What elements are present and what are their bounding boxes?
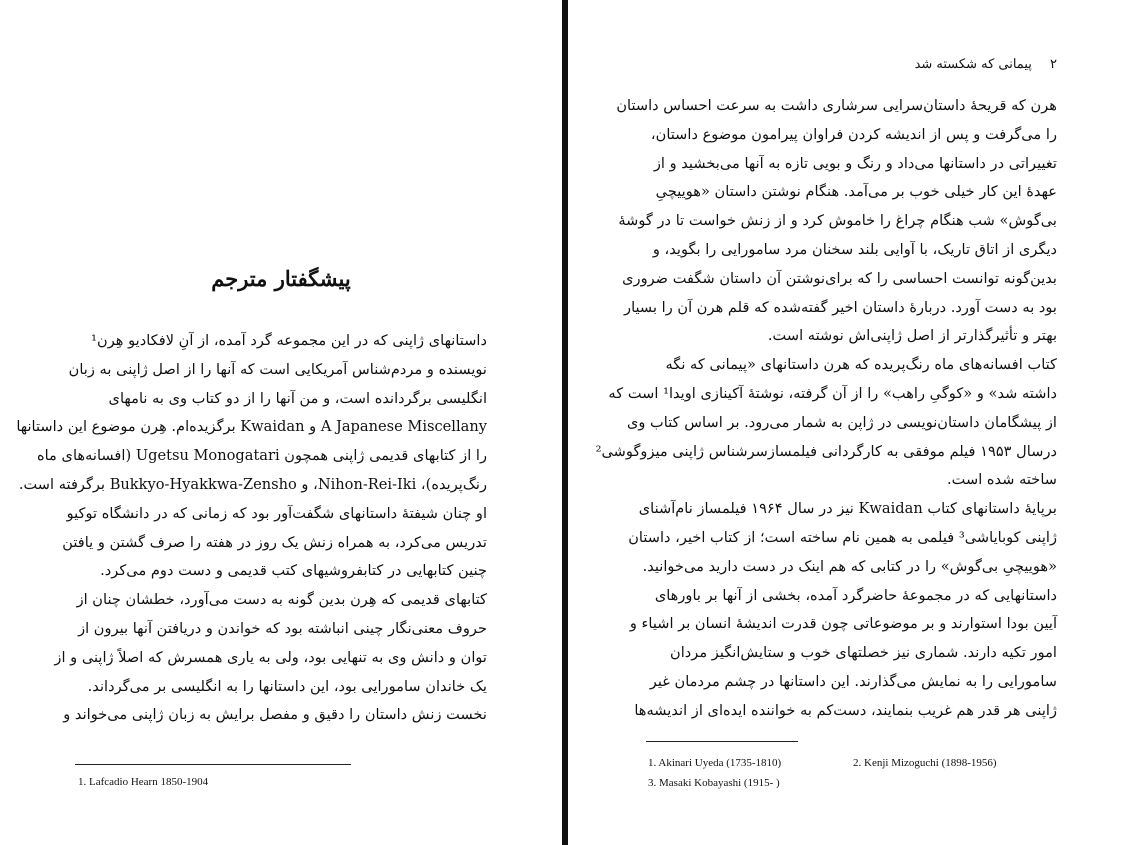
text-line: نخست زنش داستان را دقیق و مفصل برایش به زبان ژاپنی می‌خواند و bbox=[63, 706, 487, 724]
text-line: را از کتابهای قدیمی ژاپنی همچون Ugetsu Monogatari (افسانه‌های ماه bbox=[36, 447, 487, 465]
chapter-title: پیشگفتار مترجم bbox=[211, 266, 351, 291]
text-line: «هوییچیِ بی‌گوش» را در کتابی که هم اینک در دست دارید می‌خوانید. bbox=[642, 557, 1057, 575]
text-line: امور تکیه دارند. شماری نیز خصلتهای خوب و ستایش‌انگیز مردان bbox=[670, 644, 1057, 662]
text-line: کتاب افسانه‌های ماه رنگ‌پریده که هرن داستانهای «پیمانی که نگه bbox=[665, 356, 1057, 374]
footnote: 1. Lafcadio Hearn 1850-1904 bbox=[78, 776, 209, 788]
right-body-text bbox=[595, 92, 1057, 726]
text-line: چنین کتابهایی در کتابفروشیهای کتب قدیمی و دست دوم می‌کرد. bbox=[100, 562, 487, 580]
left-body-text bbox=[16, 327, 487, 730]
text-line: داستانهایی که در مجموعهٔ حاضرگرد آمده، بخشی از آنها بر باورهای bbox=[654, 586, 1057, 604]
text-line: از پیشگامان داستان‌نویسی در ژاپن به شمار می‌رود. بر اساس کتاب وی bbox=[626, 413, 1057, 431]
text-line: تغییراتی در داستانها می‌داد و رنگ و بویی تازه به آنها می‌بخشید و از bbox=[653, 154, 1057, 172]
footnote: 2. Kenji Mizoguchi (1898-1956) bbox=[853, 757, 997, 769]
text-line: کتابهای قدیمی که هِرن بدین گونه به دست می‌آورد، خطشان چنان از bbox=[76, 591, 487, 609]
text-line: A Japanese Miscellany و Kwaidan برگزیده‌ام. هِرن موضوع این داستانها bbox=[16, 418, 487, 436]
text-line: دیگری از اتاق تاریک، با آوایی بلند سخنان مرد سامورایی را بگوید، و bbox=[652, 240, 1057, 258]
text-line: داشته شد» و «کوگیِ راهب» را از آن گرفته، نوشتهٔ آکینازی اویدا¹ است که bbox=[608, 384, 1057, 402]
text-line: تدریس می‌کرد، به همراه زنش یک روز در هفته را صرف گشتن و یافتن bbox=[62, 533, 487, 551]
text-line: بهتر و تأثیرگذارتر از اصل ژاپنی‌اش نوشته است. bbox=[767, 327, 1057, 345]
text-line: بود به دست آورد. دربارهٔ داستان اخیر گفته‌شده که قلم هرن آن را بسیار bbox=[624, 298, 1057, 316]
text-line: داستانهای ژاپنی که در این مجموعه گرد آمده، از آنِ لافکادیو هِرن¹ bbox=[91, 332, 487, 349]
text-line: ژاپنی هر قدر هم غریب بنمایند، دست‌کم به خواننده ایده‌ای از اندیشه‌ها bbox=[634, 701, 1057, 719]
text-line: توان و دانش وی به تنهایی بود، ولی به یاری همسرش که اصلاً ژاپنی و از bbox=[54, 648, 487, 666]
left-page bbox=[0, 0, 562, 845]
text-line: بی‌گوش» شب هنگام چراغ را خاموش کرد و از زنش خواست تا در گوشهٔ bbox=[618, 212, 1057, 230]
text-line: برپایهٔ داستانهای کتاب Kwaidan نیز در سال ۱۹۶۴ فیلمساز نام‌آشنای bbox=[638, 500, 1057, 518]
text-line: را می‌گرفت و پس از اندیشه کردن فراوان پیرامون موضوع داستان، bbox=[650, 125, 1057, 143]
text-line: ساخته شده است. bbox=[947, 471, 1057, 489]
footnote-divider bbox=[75, 764, 351, 765]
text-line: نویسنده و مردم‌شناس آمریکایی است که آنها را از اصل ژاپنی به زبان bbox=[68, 360, 487, 378]
text-line: حروف معنی‌نگار چینی انباشته بود که خواندن و دریافتن آنها بیرون از bbox=[78, 619, 487, 637]
text-line: آیین بودا استوارند و بر موضوعاتی چون قدرت اندیشهٔ انسان بر اشیاء و bbox=[629, 615, 1057, 633]
text-line: یک خاندان سامورایی بود، این داستانها را به انگلیسی بر می‌گرداند. bbox=[87, 677, 487, 695]
running-header bbox=[568, 57, 1057, 72]
text-line: ژاپنی کوبایاشی³ فیلمی به همین نام ساخته است؛ از کتاب اخیر، داستان bbox=[628, 528, 1057, 546]
text-line: درسال ۱۹۵۳ فیلم موفقی به کارگردانی فیلمسازسرشناس ژاپنی میزوگوشی² bbox=[595, 442, 1057, 460]
footnote: 3. Masaki Kobayashi (1915- ) bbox=[648, 777, 780, 789]
text-line: عهدهٔ این کار خیلی خوب بر می‌آمد. هنگام نوشتن داستان «هوییچیِ bbox=[655, 183, 1057, 201]
text-line: او چنان شیفتهٔ داستانهای شگفت‌آور بود که زمانی که در دانشگاه توکیو bbox=[66, 504, 487, 522]
text-line: انگلیسی برگردانده است، و من آنها را از دو کتاب وی به نامهای bbox=[108, 389, 487, 407]
footnote-divider bbox=[646, 741, 798, 742]
text-line: رنگ‌پریده)، Nihon-Rei-Iki، و Bukkyo-Hyakkwa-Zensho برگرفته است. bbox=[18, 475, 487, 493]
text-line: سامورایی را به نمایش می‌گذارند. این داستانها در چشم مردمان غیر bbox=[649, 672, 1057, 690]
page-number: ۲ bbox=[1050, 57, 1057, 72]
text-line: بدین‌گونه توانست احساسی را که برای‌نوشتن آن داستان شگفت ضروری bbox=[622, 269, 1057, 287]
footnotes bbox=[648, 753, 997, 793]
right-page bbox=[568, 0, 1125, 845]
text-line: هرن که قریحهٔ داستان‌سرایی سرشاری داشت به سرعت احساس داستان bbox=[616, 97, 1057, 114]
running-title: پیمانی که شکسته شد bbox=[914, 57, 1032, 72]
footnote: 1. Akinari Uyeda (1735-1810) bbox=[648, 757, 782, 769]
